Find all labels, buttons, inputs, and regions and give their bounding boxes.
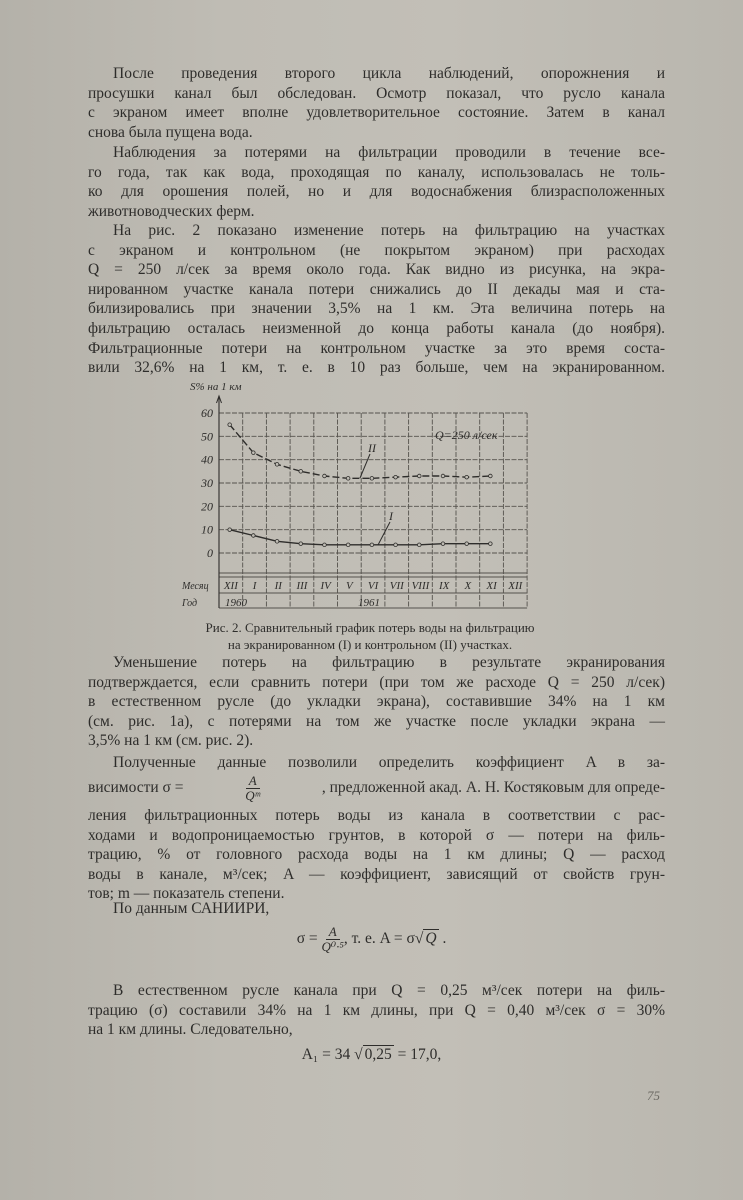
- y-tick-label: 40: [201, 452, 213, 467]
- caption-line: на экранированном (I) и контрольном (II) участках.: [227, 637, 513, 652]
- text-line: фильтрацию осталась неизменной до конца работы канала (до ноября).: [88, 319, 665, 337]
- numerator: A: [326, 925, 340, 940]
- paragraph-2: [88, 143, 665, 221]
- data-point-I: [417, 543, 421, 547]
- data-point-II: [465, 475, 469, 479]
- flow-annotation: Q=250 л/сек: [435, 428, 498, 442]
- data-point-II: [228, 423, 232, 427]
- data-point-II: [417, 474, 421, 478]
- data-point-II: [252, 451, 256, 455]
- denominator: Qᵐ: [245, 787, 261, 803]
- month-label: VI: [367, 580, 379, 592]
- year-row-label: Год: [182, 598, 198, 609]
- text-line: тов; m — показатель степени.: [88, 885, 285, 903]
- series-label-II: II: [368, 441, 376, 455]
- text-line: В естественном русле канала при Q = 0,25 м³/сек потери на филь-: [113, 982, 665, 999]
- data-point-I: [465, 542, 469, 546]
- text-line: На рис. 2 показано изменение потерь на фильтрацию на участках: [113, 222, 665, 239]
- month-label: XII: [223, 580, 238, 592]
- month-label: I: [252, 580, 257, 592]
- text-line: После проведения второго цикла наблюдений, опорожнения и: [113, 65, 665, 82]
- text-line: Полученные данные позволили определить коэффициент A в за-: [113, 754, 665, 771]
- month-label: II: [274, 580, 282, 592]
- paragraph-1: [88, 64, 665, 142]
- formula-a1: [0, 1046, 743, 1064]
- text-line: ко для орошения полей, но и для водоснабжения близрасположенных: [88, 183, 665, 201]
- paragraph-5-rest: [88, 806, 665, 904]
- data-point-I: [346, 543, 350, 547]
- data-point-I: [323, 543, 327, 547]
- text-line: Фильтрационные потери на контрольном участке за это время соста-: [88, 339, 665, 357]
- y-tick-label: 60: [201, 406, 213, 420]
- text-line: воды в канале, м³/сек; A — коэффициент, зависящий от свойств грун-: [88, 865, 665, 883]
- filtration-loss-chart: [180, 370, 540, 615]
- fraction: [322, 925, 344, 954]
- text-line: ления фильтрационных потерь воды из канала в соответствии с рас-: [88, 807, 665, 824]
- formula-part: σ =: [296, 930, 318, 948]
- radicand: 0,25: [364, 1046, 392, 1063]
- formula-part: , т. е. A = σ√: [343, 930, 424, 948]
- series-line-I: [230, 530, 491, 545]
- year-label: 1961: [358, 597, 380, 609]
- month-label: VIII: [411, 580, 430, 592]
- text-line: 3,5% на 1 км (см. рис. 2).: [88, 732, 254, 750]
- month-row-label: Месяц: [182, 581, 209, 592]
- paragraph-5-start: [88, 753, 665, 773]
- formula-part: .: [438, 930, 447, 948]
- y-tick-label: 20: [201, 499, 213, 514]
- data-point-I: [252, 534, 256, 538]
- month-label: X: [464, 580, 472, 592]
- formula-part: A₁ = 34 √: [301, 1046, 363, 1063]
- formula-line: [88, 771, 665, 805]
- text-line: вили 32,6% на 1 км, т. е. в 10 раз больше, чем на экранированном.: [88, 359, 665, 377]
- text-line: животноводческих ферм.: [88, 202, 255, 220]
- text-line: (см. рис. 1а), с потерями на том же участке после укладки экрана —: [88, 712, 665, 730]
- text-line: подтверждается, если сравнить потери (при том же расходе Q = 250 л/сек): [88, 673, 665, 691]
- paragraph-3: [88, 221, 665, 378]
- month-label: XI: [486, 580, 497, 592]
- data-point-I: [275, 540, 279, 544]
- y-tick-label: 10: [201, 522, 213, 537]
- data-point-II: [370, 477, 374, 481]
- text-line: с экраном и контрольном (не покрытом экраном) при расходах: [88, 241, 665, 259]
- text-line: с экраном имеет вполне удовлетворительное состояние. Затем в канал: [88, 104, 665, 122]
- text-line: трацию, % от головного расхода воды на 1 км длины; Q — расход: [88, 846, 665, 864]
- formula-part: = 17,0,: [393, 1046, 442, 1063]
- paragraph-4: [88, 653, 665, 751]
- denominator: Q⁰·⁵: [321, 939, 344, 954]
- text: висимости σ =: [88, 779, 184, 796]
- month-label: III: [296, 580, 308, 592]
- month-label: XII: [508, 580, 523, 592]
- series-label-I: I: [389, 509, 393, 523]
- text-line: Наблюдения за потерями на фильтрации проводили в течение все-: [113, 144, 665, 161]
- data-point-II: [275, 463, 279, 467]
- text: , предложенной акад. А. Н. Костяковым для опреде-: [321, 779, 665, 796]
- radicand: Q: [425, 930, 437, 948]
- text-line: По данным САНИИРИ,: [113, 900, 270, 917]
- data-point-I: [489, 542, 493, 546]
- formula-sigma: [0, 925, 743, 954]
- paragraph-7: [88, 981, 665, 1040]
- y-axis-label: S% на 1 км: [190, 381, 242, 393]
- text-line: го года, так как вода, проходящая по каналу, использовалась не толь-: [88, 163, 665, 181]
- month-label: IX: [438, 580, 450, 592]
- data-point-II: [323, 474, 327, 478]
- month-label: IV: [320, 580, 331, 592]
- month-label: VII: [389, 580, 404, 592]
- caption-line: Рис. 2. Сравнительный график потерь воды на фильтрацию: [205, 620, 535, 635]
- y-tick-label: 30: [201, 476, 213, 490]
- data-point-II: [346, 477, 350, 481]
- month-label: V: [345, 580, 353, 592]
- text-line: в естественном русле (до укладки экрана), составившие 34% на 1 км: [88, 693, 665, 711]
- data-point-I: [228, 528, 232, 532]
- numerator: A: [246, 774, 260, 789]
- text-line: нированном участке канала потери снижались до II декады мая и ста-: [88, 280, 665, 298]
- text-line: ходами и водопроницаемостью грунтов, в которой σ — потери на филь-: [88, 826, 665, 844]
- text-line: трацию (σ) составили 34% на 1 км длины, при Q = 0,40 м³/сек σ = 30%: [88, 1001, 665, 1019]
- year-label: 1960: [225, 597, 247, 609]
- text-line: Q = 250 л/сек за время около года. Как видно из рисунка, на экра-: [88, 261, 665, 279]
- page-number: 75: [647, 1088, 660, 1103]
- fraction: [245, 774, 260, 803]
- data-point-II: [489, 474, 493, 478]
- y-tick-label: 0: [207, 546, 213, 560]
- paragraph-6: [88, 899, 665, 919]
- text-line: снова была пущена вода.: [88, 123, 253, 141]
- data-point-II: [299, 470, 303, 474]
- series-leader-I: [378, 522, 390, 545]
- text-line: билизировались при значении 3,5% на 1 км. Эта величина потерь на: [88, 300, 665, 318]
- data-point-I: [370, 543, 374, 547]
- data-point-I: [394, 543, 398, 547]
- text-line: Уменьшение потерь на фильтрацию в результате экранирования: [113, 654, 665, 671]
- data-point-I: [299, 542, 303, 546]
- data-point-II: [441, 474, 445, 478]
- data-point-I: [441, 542, 445, 546]
- y-tick-label: 50: [201, 429, 213, 444]
- figure-caption: [100, 619, 640, 653]
- text-line: на 1 км длины. Следовательно,: [88, 1021, 293, 1039]
- text-line: просушки канал был обследован. Осмотр показал, что русло канала: [88, 84, 665, 102]
- data-point-II: [394, 475, 398, 479]
